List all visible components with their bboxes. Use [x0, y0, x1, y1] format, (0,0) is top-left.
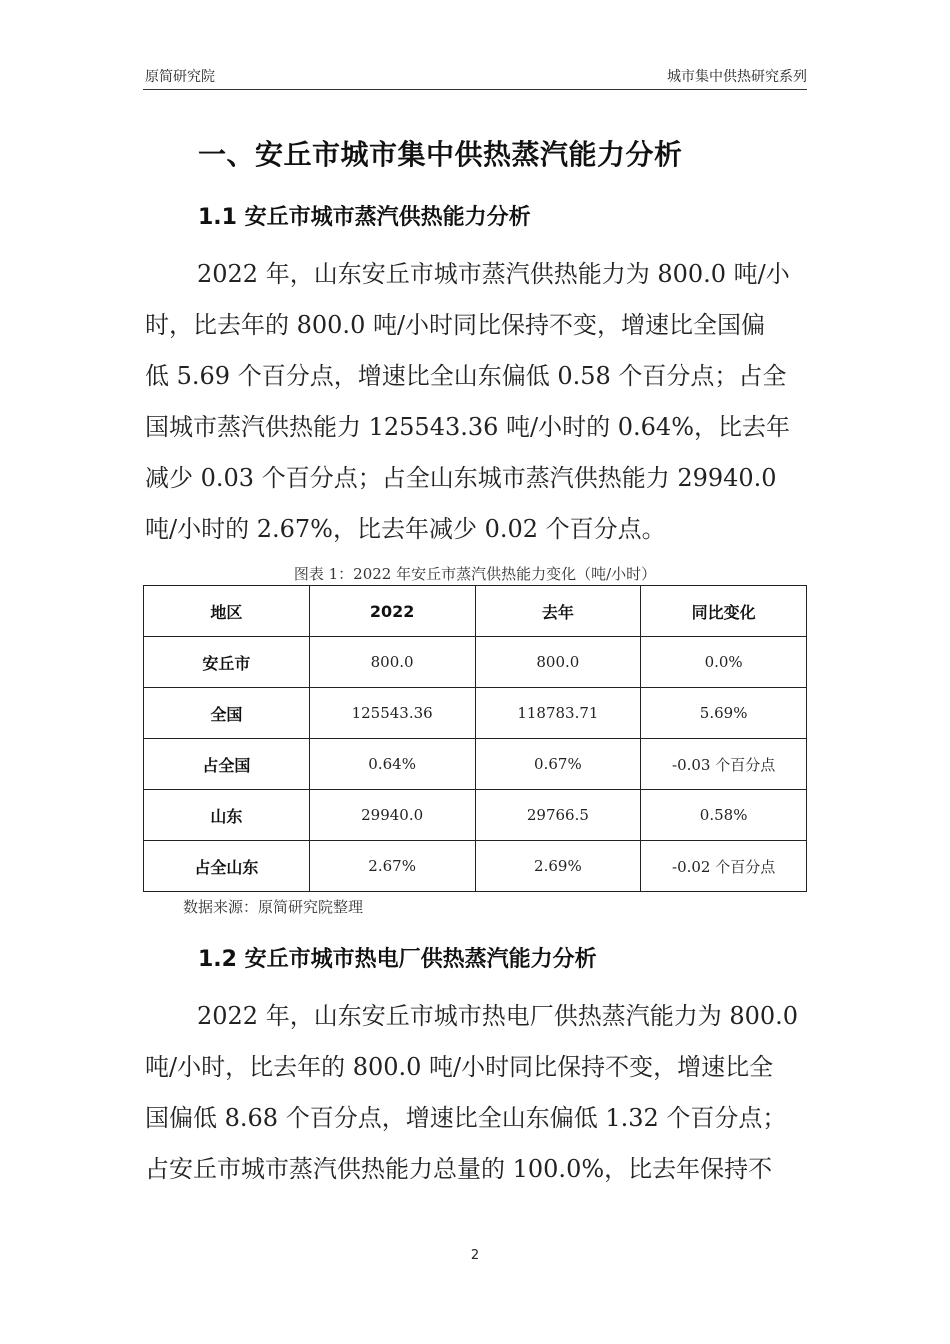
section-1-1-paragraph	[145, 249, 815, 555]
table-cell-region: 山东	[144, 790, 310, 841]
paragraph-line: 国城市蒸汽供热能力 125543.36 吨/小时的 0.64%，比去年	[145, 413, 790, 441]
table-cell: 5.69%	[641, 688, 807, 739]
paragraph-line: 时，比去年的 800.0 吨/小时同比保持不变，增速比全国偏	[145, 311, 766, 339]
paragraph-line: 减少 0.03 个百分点；占全山东城市蒸汽供热能力 29940.0	[145, 464, 777, 492]
section-heading-1-1: 1.1 安丘市城市蒸汽供热能力分析	[198, 205, 531, 230]
table-row	[144, 739, 807, 790]
capacity-table	[143, 585, 807, 892]
table-cell-region: 安丘市	[144, 637, 310, 688]
column-header-region: 地区	[144, 586, 310, 637]
header-divider	[143, 89, 807, 90]
table-cell-region: 全国	[144, 688, 310, 739]
table-caption: 图表 1：2022 年安丘市蒸汽供热能力变化（吨/小时）	[293, 565, 657, 583]
table-row	[144, 841, 807, 892]
section-heading-1-2: 1.2 安丘市城市热电厂供热蒸汽能力分析	[198, 947, 597, 972]
column-header-2022: 2022	[309, 586, 475, 637]
chapter-title: 一、安丘市城市集中供热蒸汽能力分析	[198, 138, 683, 171]
table-cell: 118783.71	[475, 688, 641, 739]
paragraph-line: 2022 年，山东安丘市城市热电厂供热蒸汽能力为 800.0	[197, 1002, 799, 1030]
paragraph-line: 占安丘市城市蒸汽供热能力总量的 100.0%，比去年保持不	[145, 1155, 773, 1183]
paragraph-line: 低 5.69 个百分点，增速比全山东偏低 0.58 个百分点；占全	[145, 362, 787, 390]
paragraph-line: 吨/小时，比去年的 800.0 吨/小时同比保持不变，增速比全	[145, 1053, 774, 1081]
paragraph-line: 国偏低 8.68 个百分点，增速比全山东偏低 1.32 个百分点；	[145, 1104, 787, 1132]
table-cell-region: 占全国	[144, 739, 310, 790]
table-cell: -0.02 个百分点	[641, 841, 807, 892]
table-cell: 2.67%	[309, 841, 475, 892]
table-cell: 0.64%	[309, 739, 475, 790]
paragraph-line: 吨/小时的 2.67%，比去年减少 0.02 个百分点。	[145, 515, 666, 543]
table-cell: 2.69%	[475, 841, 641, 892]
column-header-last-year: 去年	[475, 586, 641, 637]
table-cell: 800.0	[309, 637, 475, 688]
table-cell: 29766.5	[475, 790, 641, 841]
table-cell: 29940.0	[309, 790, 475, 841]
header-org: 原简研究院	[145, 69, 215, 85]
table-cell: 0.58%	[641, 790, 807, 841]
section-1-2-paragraph	[145, 991, 815, 1195]
column-header-yoy-change: 同比变化	[641, 586, 807, 637]
table-cell: 800.0	[475, 637, 641, 688]
table-cell: 0.67%	[475, 739, 641, 790]
table-header-row	[144, 586, 807, 637]
page-number: 2	[470, 1248, 480, 1263]
table-cell: 0.0%	[641, 637, 807, 688]
table-cell: -0.03 个百分点	[641, 739, 807, 790]
table-row	[144, 790, 807, 841]
table-source-note: 数据来源：原简研究院整理	[183, 898, 364, 916]
table-cell-region: 占全山东	[144, 841, 310, 892]
header-series: 城市集中供热研究系列	[667, 69, 807, 85]
paragraph-line: 2022 年，山东安丘市城市蒸汽供热能力为 800.0 吨/小	[197, 260, 790, 288]
table-cell: 125543.36	[309, 688, 475, 739]
table-row	[144, 688, 807, 739]
table-row	[144, 637, 807, 688]
